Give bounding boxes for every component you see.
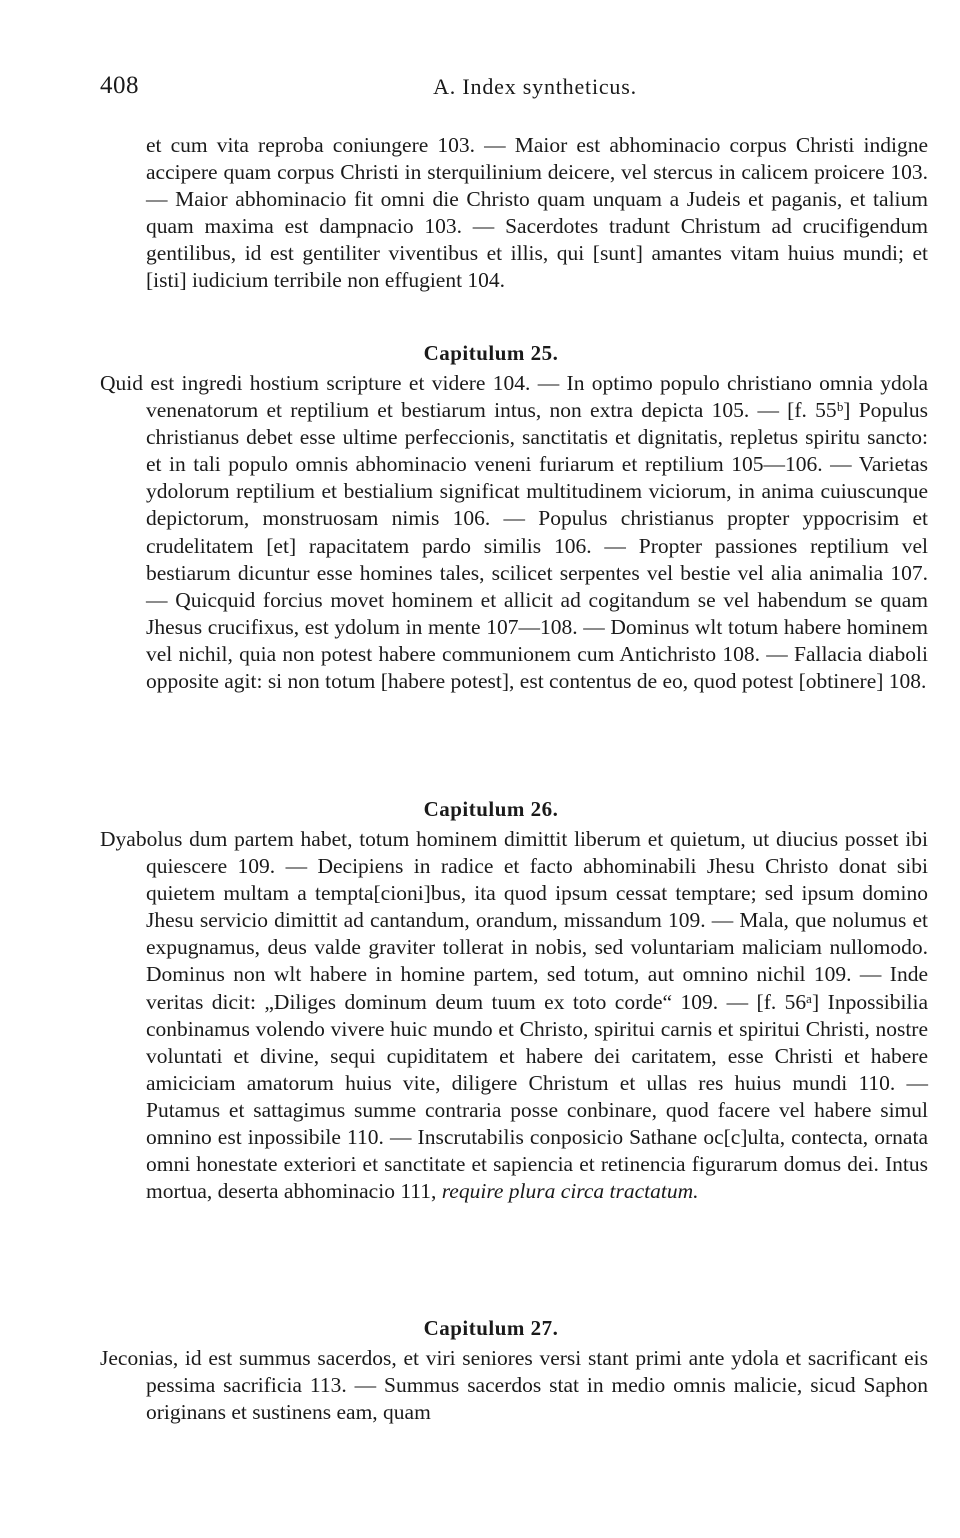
chapter-27-text: Jeconias, id est summus sacerdos, et viri seniores versi stant primi ante ydola et sacrificant eis pessima sacrificia 113. — Summus sacerdos stat in medio omnis malicie, sicud Saphon originans et sustinens eam, quam <box>100 1346 928 1425</box>
chapter-25-text: Quid est ingredi hostium scripture et videre 104. — In optimo populo christiano omnia ydola venenatorum et reptilium et bestiarum intus, non extra depicta 105. — [f. 55ᵇ] Populus christianus debet esse ultime perfeccionis, sanctitatis et dignitatis, repletus spiritu sancto: et in tali populo omnis abhominacio veneni furiarum et reptilium 105—106. — Varietas ydolorum reptilium et bestialium significat multitudinem viciorum, in anima cuiuscunque depictorum, monstruosam nimis 106. — Populus christianus propter yppocrisim et crudelitatem [et] rapacitatem pardo similis 106. — Propter passiones reptilium vel bestiarum dicuntur esse homines tales, scilicet serpentes vel bestie vel alia animalia 107. — Quicquid forcius movet hominem et allicit ad cogitandum se vel habendum se quam Jhesus crucifixus, est ydolum in mente 107—108. — Dominus wlt totum habere hominem vel nichil, quia non potest habere communionem cum Antichristo 108. — Fallacia diaboli opposite agit: si non totum [habere potest], est contentus de eo, quod potest [obtinere] 108. <box>100 371 928 694</box>
chapter-26-text-wrapper <box>100 826 928 1205</box>
chapter-27-paragraph <box>100 1345 928 1426</box>
chapter-26-paragraph <box>100 826 928 1205</box>
continuation-paragraph <box>100 132 928 295</box>
chapter-25-paragraph <box>100 370 928 695</box>
chapter-heading-26: Capitulum 26. <box>423 797 559 821</box>
page-number: 408 <box>100 72 139 99</box>
running-title: A. Index syntheticus. <box>433 74 637 99</box>
chapter-heading-25: Capitulum 25. <box>423 341 559 365</box>
chapter-26-italic-note: require plura circa tractatum. <box>441 1179 699 1204</box>
page-header <box>100 72 880 112</box>
chapter-26-text: Dyabolus dum partem habet, totum hominem dimittit liberum et quietum, ut diucius posset ibi quiescere 109. — Decipiens in radice et facto abhominabili Jhesu Christo donat sibi quietem multam a tempta[cioni]bus, ita quod ipsum cessat temptare; sed ipsum domino Jhesu servicio dimittit ad cantandum, orandum, missandum 109. — Mala, que nolumus et expugnamus, deus valde graviter tollerat in nobis, sed voluntariam maliciam nullomodo. Dominus non wlt habere in homine partem, sed totum, aut omnino nichil 109. — Inde veritas dicit: „Diliges dominum deum tuum ex toto corde“ 109. — [f. 56ᵃ] Inpossibilia conbinamus volendo vivere huic mundo et Christo, spiritui carnis et spiritui Christi, nostre voluntati et divine, sequi cupiditatem et habere dei caritatem, esse Christi et habere amiciciam amatorum huius vite, diligere Christum et ullas res huius mundi 110. — Putamus et sattagimus summe contraria posse conbinare, quod facere vel habere simul omnino est inpossibile 110. — Inscrutabilis conposicio Sathane oc[c]ulta, contecta, ornata omni honestate exteriori et sanctitate et sapiencia et retinencia figurarum domus dei. Intus mortua, deserta abhominacio 111, <box>100 827 928 1204</box>
continuation-text: et cum vita reproba coniungere 103. — Maior est abhominacio corpus Christi indigne accipere quam corpus Christi in sterquilinium deicere, vel stercus in calicem proicere 103. — Maior abhominacio fit omni die Christo quam unquam a Judeis et paganis, et talium quam maxima est dampnacio 103. — Sacerdotes tradunt Christum ad crucifigendum gentilibus, id est gentiliter viventibus et illis, qui [sunt] amantes vitam huius mundi; et [isti] iudicium terribile non effugient 104. <box>146 133 928 293</box>
chapter-heading-27: Capitulum 27. <box>423 1316 559 1340</box>
